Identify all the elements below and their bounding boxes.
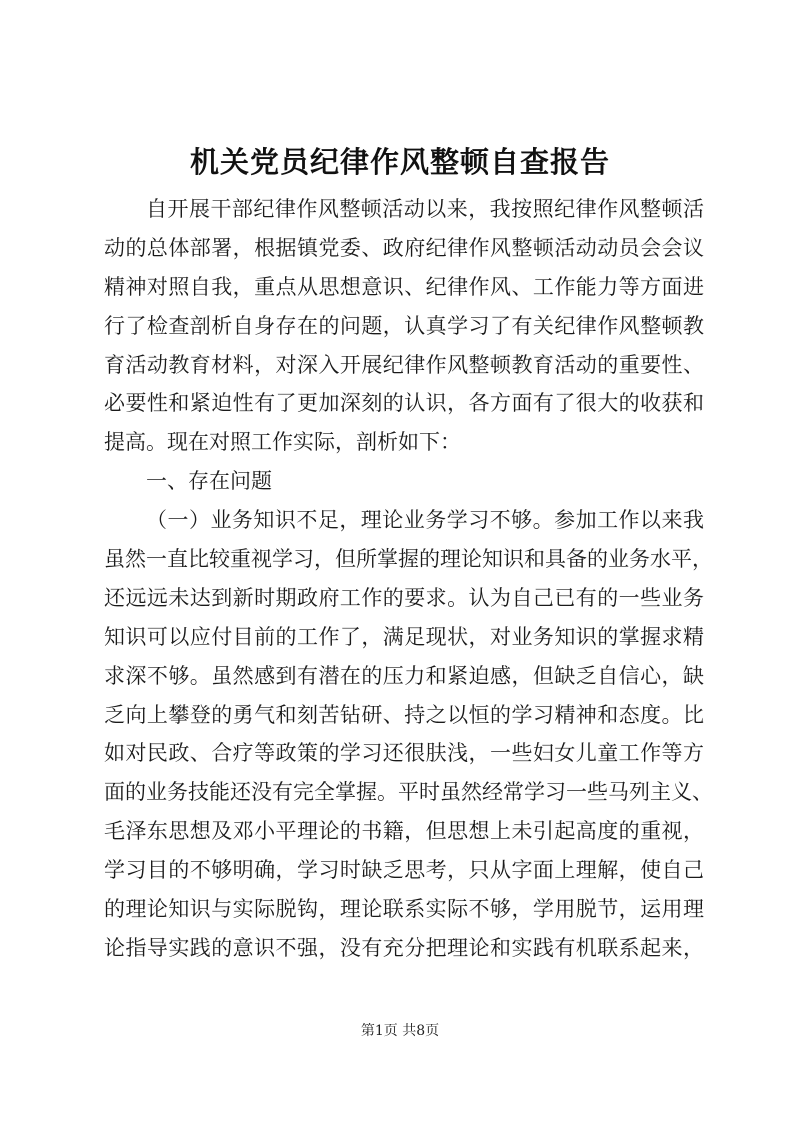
paragraph-line: 精神对照自我，重点从思想意识、纪律作风、工作能力等方面进 xyxy=(104,274,704,299)
paragraph-line: 必要性和紧迫性有了更加深刻的认识，各方面有了很大的收获和 xyxy=(104,391,704,416)
page-number-footer: 第1页 共8页 xyxy=(360,1023,440,1039)
paragraph-line: 提高。现在对照工作实际，剖析如下： xyxy=(104,430,461,455)
paragraph-line: 毛泽东思想及邓小平理论的书籍，但思想上未引起高度的重视， xyxy=(104,819,704,844)
paragraph-line: 学习目的不够明确，学习时缺乏思考，只从字面上理解，使自己 xyxy=(104,858,704,883)
paragraph-line: 乏向上攀登的勇气和刻苦钻研、持之以恒的学习精神和态度。比 xyxy=(104,702,704,727)
paragraph-line: 的理论知识与实际脱钩，理论联系实际不够，学用脱节，运用理 xyxy=(104,897,704,922)
paragraph-line: 论指导实践的意识不强，没有充分把理论和实践有机联系起来， xyxy=(104,935,704,960)
document-body xyxy=(104,190,713,968)
paragraph-line: 自开展干部纪律作风整顿活动以来，我按照纪律作风整顿活 xyxy=(146,197,704,221)
paragraph-line: 育活动教育材料，对深入开展纪律作风整顿教育活动的重要性、 xyxy=(104,352,704,377)
section-heading: 一、存在问题 xyxy=(146,469,272,494)
paragraph-line: 面的业务技能还没有完全掌握。平时虽然经常学习一些马列主义、 xyxy=(104,780,713,805)
paragraph-line: 知识可以应付目前的工作了，满足现状，对业务知识的掌握求精 xyxy=(104,624,704,649)
paragraph-line: （一）业务知识不足，理论业务学习不够。参加工作以来我 xyxy=(146,508,704,533)
paragraph-line: 虽然一直比较重视学习，但所掌握的理论知识和具备的业务水平， xyxy=(104,547,713,572)
document-title: 机关党员纪律作风整顿自查报告 xyxy=(189,145,610,179)
paragraph-line: 动的总体部署，根据镇党委、政府纪律作风整顿活动动员会会议 xyxy=(104,235,704,260)
paragraph-line: 如对民政、合疗等政策的学习还很肤浅，一些妇女儿童工作等方 xyxy=(104,741,704,766)
paragraph-line: 求深不够。虽然感到有潜在的压力和紧迫感，但缺乏自信心，缺 xyxy=(104,663,704,688)
paragraph-line: 行了检查剖析自身存在的问题，认真学习了有关纪律作风整顿教 xyxy=(104,313,704,338)
paragraph-line: 还远远未达到新时期政府工作的要求。认为自己已有的一些业务 xyxy=(104,585,704,610)
